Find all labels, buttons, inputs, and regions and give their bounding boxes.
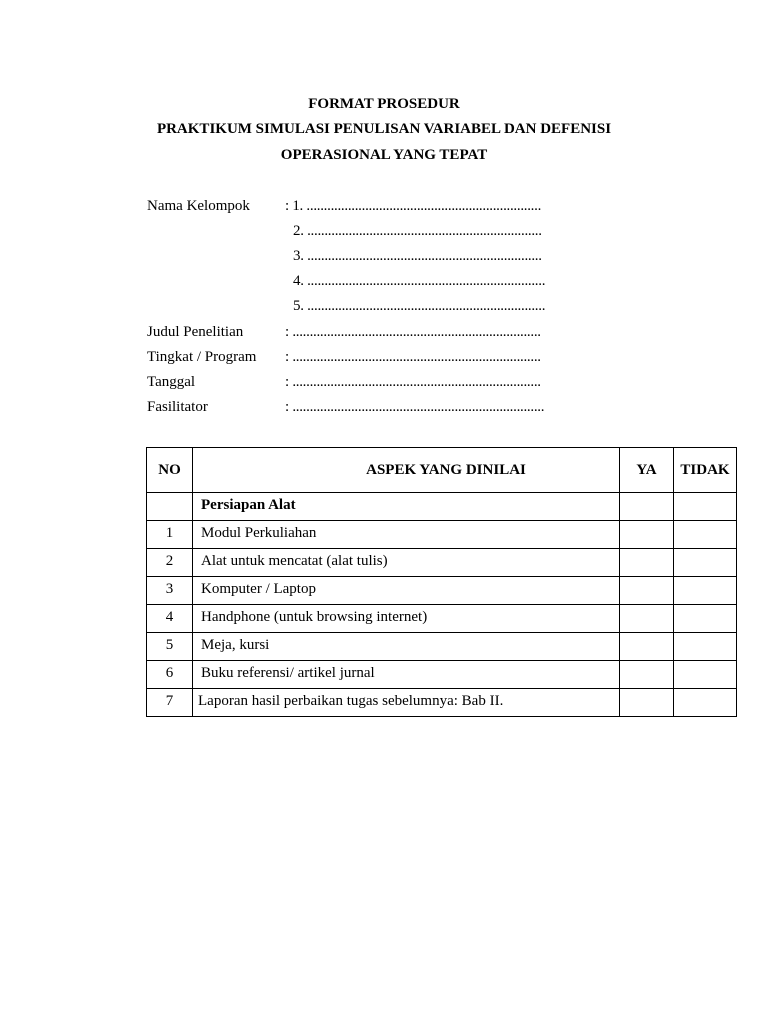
row-aspek: Handphone (untuk browsing internet)	[193, 605, 620, 633]
row-tidak-cell[interactable]	[674, 633, 737, 661]
table-row	[147, 661, 737, 689]
row-no: 4	[147, 605, 193, 633]
row-tidak-cell[interactable]	[674, 661, 737, 689]
section-no-cell	[147, 493, 193, 521]
row-ya-cell[interactable]	[620, 549, 674, 577]
header-aspek: ASPEK YANG DINILAI	[193, 448, 620, 493]
tingkat-program-field: : ........................................................................	[285, 349, 541, 365]
header-ya: YA	[620, 448, 674, 493]
judul-penelitian-label: Judul Penelitian	[147, 324, 244, 340]
table-row	[147, 521, 737, 549]
row-aspek: Buku referensi/ artikel jurnal	[193, 661, 620, 689]
table-row	[147, 633, 737, 661]
nama-kelompok-label: Nama Kelompok	[147, 198, 250, 214]
document-title: FORMAT PROSEDUR	[308, 96, 460, 112]
judul-penelitian-field: : ........................................................................	[285, 324, 541, 340]
assessment-table	[146, 447, 737, 717]
section-row	[147, 493, 737, 521]
tingkat-program-label: Tingkat / Program	[147, 349, 257, 365]
section-ya-cell[interactable]	[620, 493, 674, 521]
row-ya-cell[interactable]	[620, 605, 674, 633]
row-tidak-cell[interactable]	[674, 605, 737, 633]
row-no: 2	[147, 549, 193, 577]
row-no: 3	[147, 577, 193, 605]
member-2-field: 2. ....................................................................	[293, 223, 542, 239]
row-ya-cell[interactable]	[620, 521, 674, 549]
row-tidak-cell[interactable]	[674, 577, 737, 605]
row-ya-cell[interactable]	[620, 633, 674, 661]
fasilitator-label: Fasilitator	[147, 399, 208, 415]
section-tidak-cell[interactable]	[674, 493, 737, 521]
table-row	[147, 577, 737, 605]
row-no: 1	[147, 521, 193, 549]
member-5-field: 5. .....................................................................	[293, 298, 546, 314]
table-header-row	[147, 448, 737, 493]
row-no: 6	[147, 661, 193, 689]
table-row	[147, 605, 737, 633]
row-aspek: Laporan hasil perbaikan tugas sebelumnya: Bab II.	[193, 689, 620, 717]
member-4-field: 4. .....................................................................	[293, 273, 546, 289]
member-3-field: 3. ....................................................................	[293, 248, 542, 264]
tanggal-field: : ........................................................................	[285, 374, 541, 390]
row-aspek: Alat untuk mencatat (alat tulis)	[193, 549, 620, 577]
row-ya-cell[interactable]	[620, 661, 674, 689]
row-tidak-cell[interactable]	[674, 521, 737, 549]
row-ya-cell[interactable]	[620, 577, 674, 605]
fasilitator-field: : .........................................................................	[285, 399, 545, 415]
member-1-field: : 1. ....................................................................	[285, 198, 542, 214]
row-ya-cell[interactable]	[620, 689, 674, 717]
row-aspek: Meja, kursi	[193, 633, 620, 661]
row-no: 5	[147, 633, 193, 661]
table-row	[147, 549, 737, 577]
document-subtitle-line2: OPERASIONAL YANG TEPAT	[280, 147, 488, 163]
document-subtitle-line1: PRAKTIKUM SIMULASI PENULISAN VARIABEL DAN DEFENISI	[156, 121, 612, 137]
header-no: NO	[147, 448, 193, 493]
row-aspek: Komputer / Laptop	[193, 577, 620, 605]
table-row	[147, 689, 737, 717]
row-tidak-cell[interactable]	[674, 549, 737, 577]
row-no: 7	[147, 689, 193, 717]
row-aspek: Modul Perkuliahan	[193, 521, 620, 549]
row-tidak-cell[interactable]	[674, 689, 737, 717]
header-tidak: TIDAK	[674, 448, 737, 493]
tanggal-label: Tanggal	[147, 374, 196, 390]
section-label: Persiapan Alat	[193, 493, 620, 521]
